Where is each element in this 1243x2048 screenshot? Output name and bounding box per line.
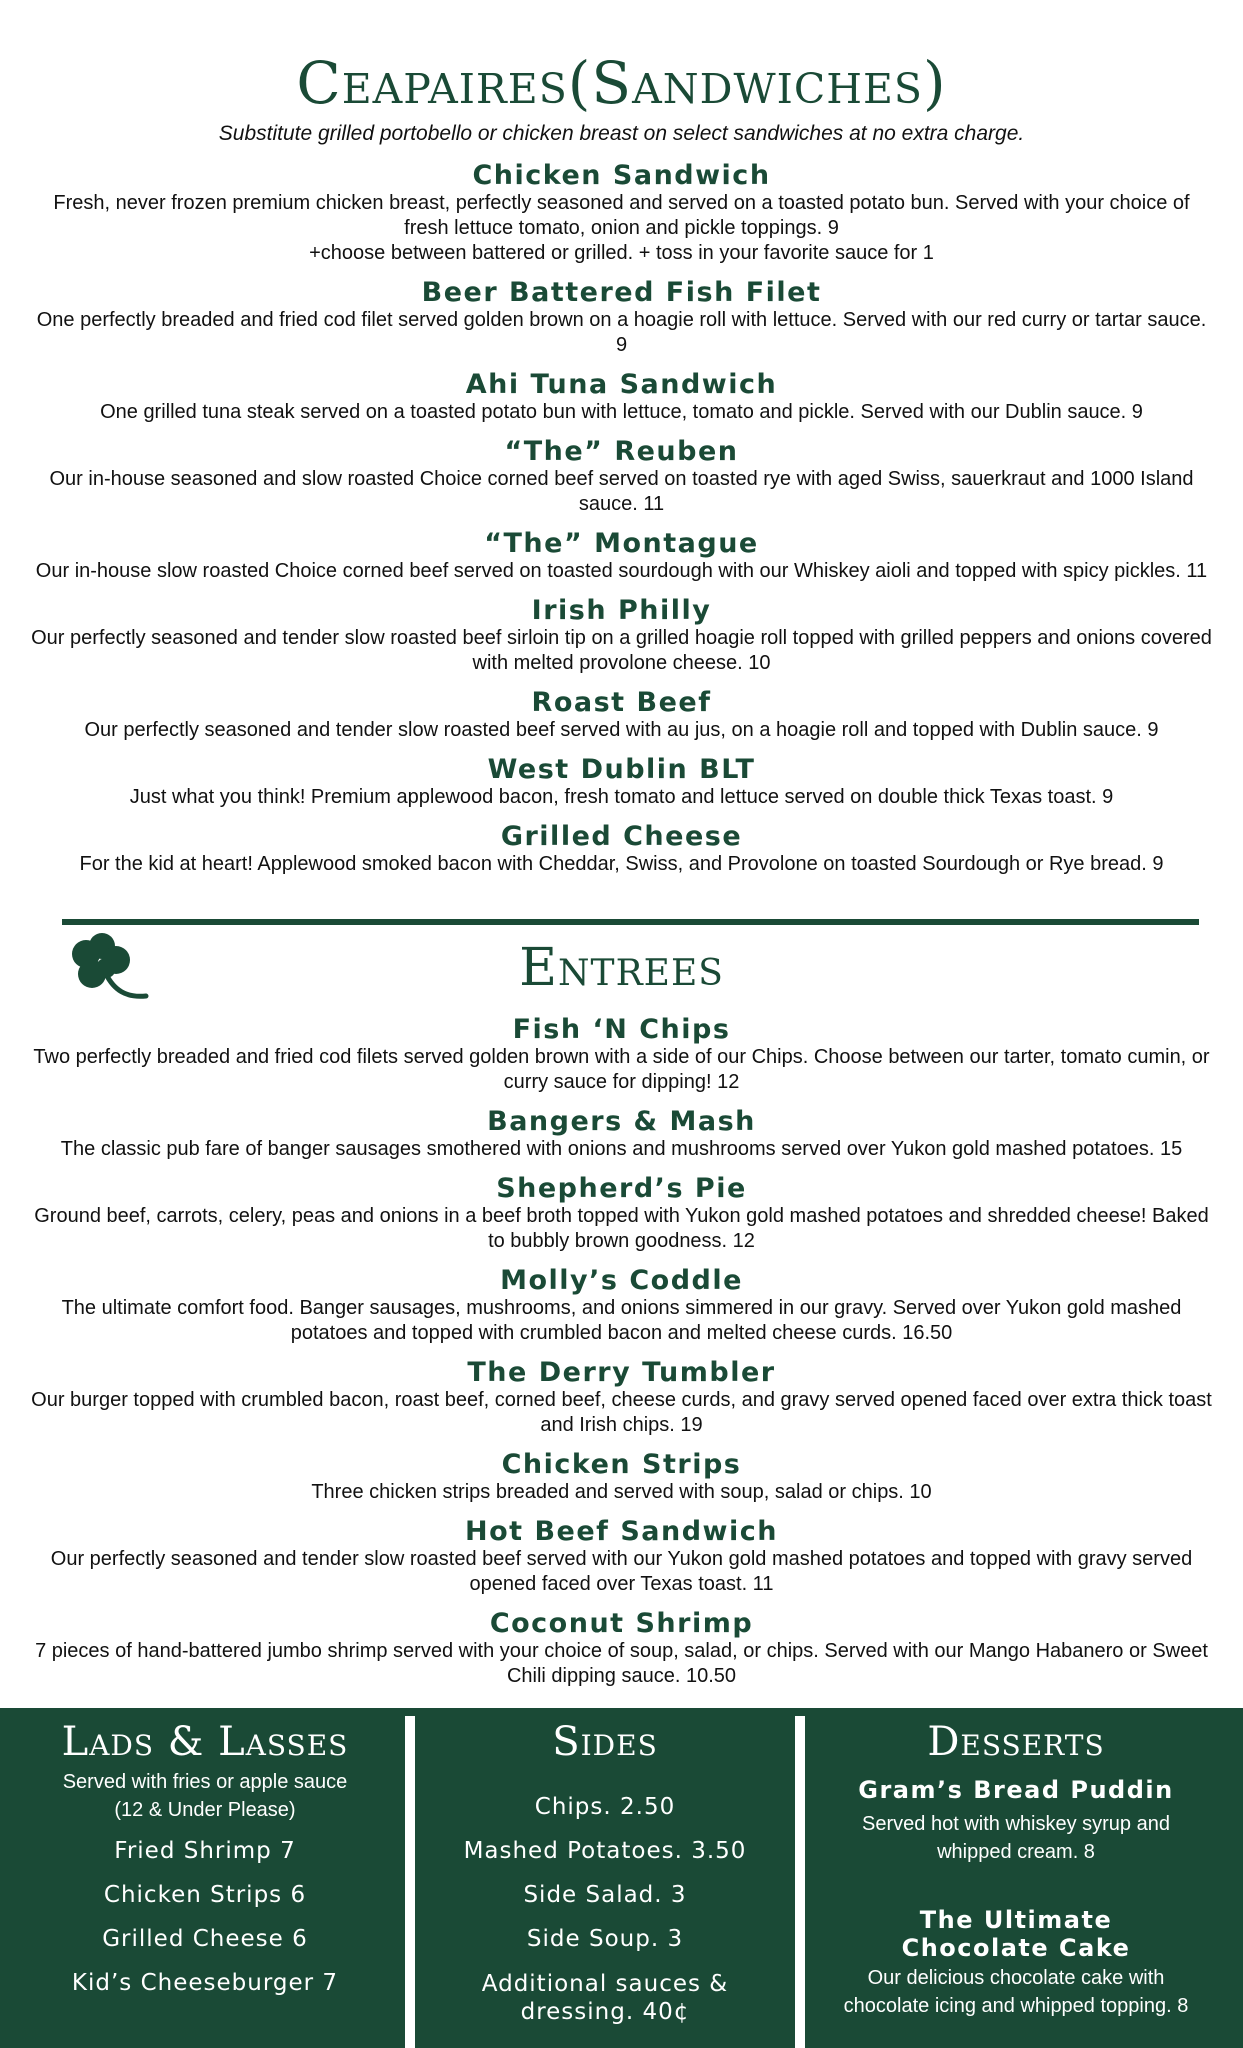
item-description: One grilled tuna steak served on a toasted potato bun with lettuce, tomato and pickle. Served with our Dublin sauce. 9 [100,401,1143,423]
sides-title: Sides [552,1719,658,1765]
item-name: Beer Battered Fish Filet [421,277,822,308]
sauce-note-price: dressing. 40¢ [520,1999,690,2025]
lads-note: Served with fries or apple sauce [62,1771,348,1793]
item-description: Ground beef, carrots, celery, peas and onions in a beef broth topped with Yukon gold mashed potatoes and shredded cheese! Baked to bubbly brown goodness. 12 [34,1205,1209,1252]
sandwiches-title: Ceapaires(Sandwiches) [296,49,947,117]
item-description: The classic pub fare of banger sausages smothered with onions and mushrooms served over Yukon gold mashed potatoes. 15 [60,1138,1183,1160]
item-name: The Derry Tumbler [467,1357,776,1388]
item-name: Coconut Shrimp [489,1608,754,1639]
entrees-title: Entrees [519,938,724,998]
menu-item [30,1449,1213,1505]
dessert-name: Chocolate Cake [901,1934,1131,1962]
side-item: Side Salad. 3 [523,1882,687,1908]
kids-item: Fried Shrimp 7 [114,1838,296,1864]
item-description: Our burger topped with crumbled bacon, roast beef, corned beef, cheese curds, and gravy served opened faced over extra thick toast and Irish chips. 19 [31,1389,1212,1436]
item-description: For the kid at heart! Applewood smoked bacon with Cheddar, Swiss, and Provolone on toasted Sourdough or Rye bread. 9 [79,853,1164,875]
kids-item: Chicken Strips 6 [103,1882,307,1908]
menu-item [30,754,1213,810]
menu-item [30,1173,1213,1254]
desserts-title: Desserts [927,1719,1105,1765]
item-description: Our in-house slow roasted Choice corned beef served on toasted sourdough with our Whiskey aioli and topped with spicy pickles. 11 [35,560,1208,582]
item-description: Just what you think! Premium applewood bacon, fresh tomato and lettuce served on double thick Texas toast. 9 [129,786,1114,808]
item-description: Two perfectly breaded and fried cod filets served golden brown with a side of our Chips. Choose between our tarter, tomato cumin, or curry sauce for dipping! 12 [33,1046,1210,1093]
side-item: Chips. 2.50 [534,1794,676,1820]
item-description: Our perfectly seasoned and tender slow roasted beef served with au jus, on a hoagie roll and topped with Dublin sauce. 9 [84,719,1159,741]
item-name: Bangers & Mash [487,1106,756,1137]
menu-item [30,369,1213,425]
item-description: One perfectly breaded and fried cod filet served golden brown on a hoagie roll with lettuce. Served with our red curry or tartar sauce. 9 [36,309,1207,356]
item-name: “The” Reuben [504,436,739,467]
lads-title: Lads & Lasses [61,1719,349,1765]
sauce-note: Additional sauces & [481,1971,729,1997]
item-description: The ultimate comfort food. Banger sausages, mushrooms, and onions simmered in our gravy. Served over Yukon gold mashed potatoes and topped with crumbled bacon and melted cheese curds. 16.50 [61,1297,1182,1344]
dessert-description: Served hot with whiskey syrup and [862,1813,1170,1835]
item-name: Irish Philly [531,595,712,626]
side-item: Mashed Potatoes. 3.50 [463,1838,747,1864]
item-name: Fish ‘N Chips [512,1014,731,1045]
menu-item [30,1608,1213,1689]
item-name: Chicken Sandwich [472,160,771,191]
menu-item [30,436,1213,517]
menu-item [30,595,1213,676]
dessert-name: Gram’s Bread Puddin [858,1776,1174,1804]
substitution-note: Substitute grilled portobello or chicken breast on select sandwiches at no extra charge. [218,122,1025,145]
menu-item [30,528,1213,584]
item-description: Three chicken strips breaded and served with soup, salad or chips. 10 [311,1481,932,1503]
item-name: West Dublin BLT [487,754,756,785]
item-description: Our perfectly seasoned and tender slow roasted beef served with our Yukon gold mashed potatoes and topped with gravy served opened faced over Texas toast. 11 [50,1548,1193,1595]
item-description: Fresh, never frozen premium chicken breast, perfectly seasoned and served on a toasted potato bun. Served with your choice of fresh lettuce tomato, onion and pickle toppings. 9 [53,192,1190,239]
item-name: Hot Beef Sandwich [465,1516,778,1547]
desserts-column [812,1718,1220,2020]
dessert-description: chocolate icing and whipped topping. 8 [843,1995,1189,2017]
menu-item [30,1357,1213,1438]
item-description: Our in-house seasoned and slow roasted Choice corned beef served on toasted rye with aged Swiss, sauerkraut and 1000 Island sauce. 11 [49,468,1194,515]
lads-lasses-column [40,1718,370,1996]
item-extra: +choose between battered or grilled. + toss in your favorite sauce for 1 [309,242,934,264]
menu-item [30,277,1213,358]
item-name: Chicken Strips [501,1449,742,1480]
dessert-description: Our delicious chocolate cake with [867,1967,1165,1989]
sandwiches-section [30,160,1213,888]
kids-item: Grilled Cheese 6 [102,1926,308,1952]
item-description: 7 pieces of hand-battered jumbo shrimp served with your choice of soup, salad, or chips. Served with our Mango Habanero or Sweet Chili dipping sauce. 10.50 [35,1640,1208,1687]
menu-item [30,1516,1213,1597]
column-divider [795,1716,805,2048]
menu-item [30,1106,1213,1162]
dessert-name: The Ultimate [919,1906,1113,1934]
item-name: Ahi Tuna Sandwich [465,369,778,400]
item-name: Molly’s Coddle [500,1265,743,1296]
dessert-description: whipped cream. 8 [937,1841,1095,1863]
section-divider [62,919,1199,925]
lads-age-note: (12 & Under Please) [114,1799,296,1821]
item-description: Our perfectly seasoned and tender slow roasted beef sirloin tip on a grilled hoagie roll topped with grilled peppers and onions covered with melted provolone cheese. 10 [31,627,1212,674]
entrees-section [30,1014,1213,1700]
kids-item: Kid’s Cheeseburger 7 [71,1970,339,1996]
menu-item [30,1265,1213,1346]
menu-item [30,160,1213,266]
item-name: “The” Montague [484,528,759,559]
side-item: Side Soup. 3 [526,1926,684,1952]
menu-item [30,1014,1213,1095]
menu-item [30,687,1213,743]
sides-column [425,1718,785,2026]
item-name: Grilled Cheese [500,821,743,852]
menu-item [30,821,1213,877]
item-name: Shepherd’s Pie [496,1173,747,1204]
column-divider [405,1716,415,2048]
item-name: Roast Beef [531,687,712,718]
